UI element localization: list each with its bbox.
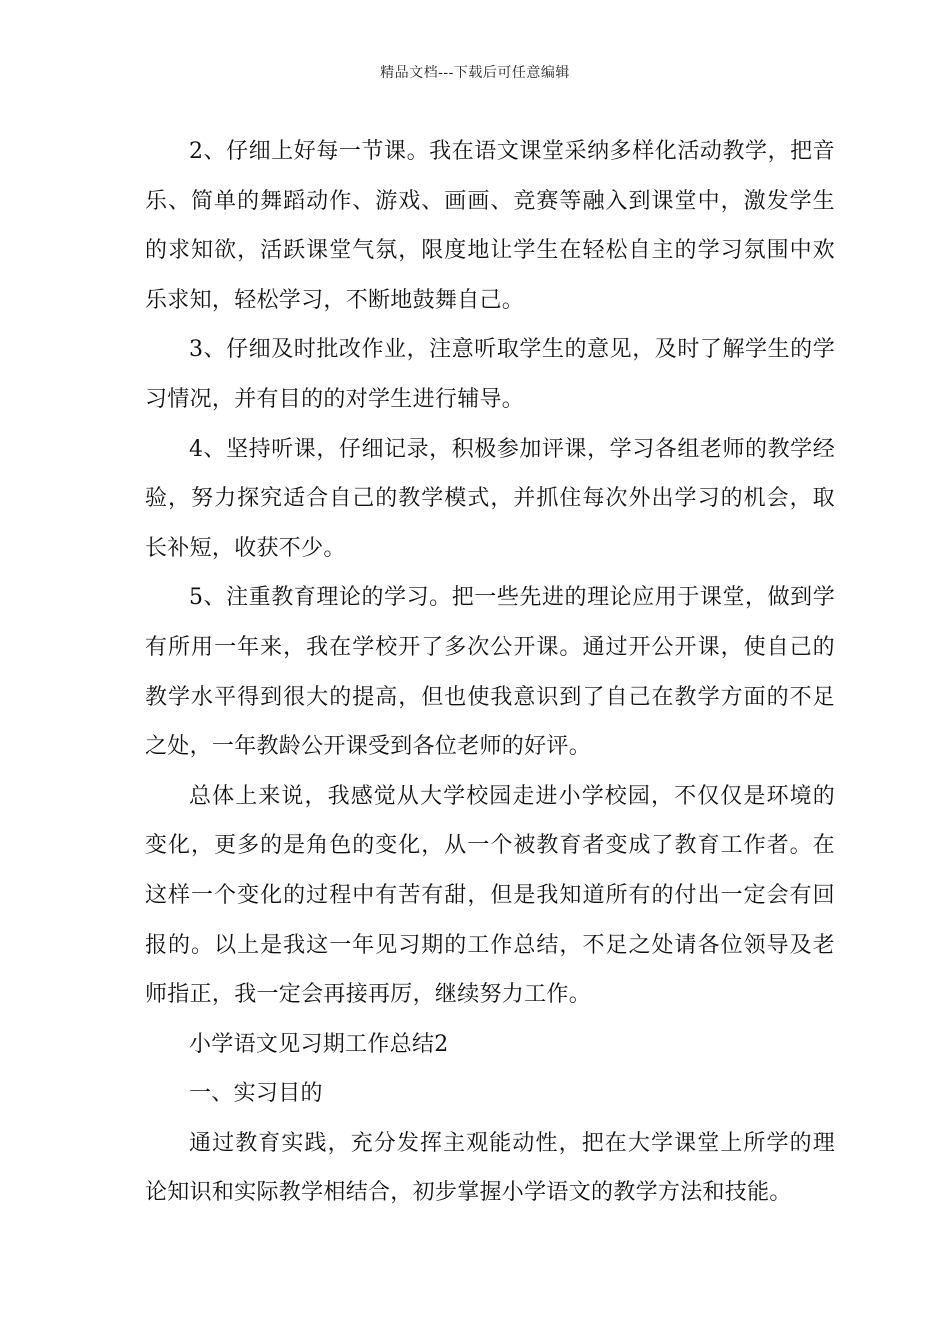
paragraph-item-4: 4、坚持听课，仔细记录，积极参加评课，学习各组老师的教学经验，努力探究适合自己的教学模式，并抓住每次外出学习的机会，取长补短，收获不少。 (145, 436, 835, 561)
section-heading: 一、实习目的 (189, 1081, 323, 1107)
paragraph-purpose: 通过教育实践，充分发挥主观能动性，把在大学课堂上所学的理论知识和实际教学相结合，初步掌握小学语文的教学方法和技能。 (145, 1130, 835, 1206)
paragraph-item-5: 5、注重教育理论的学习。把一些先进的理论应用于课堂，做到学有所用一年来，我在学校开了多次公开课。通过开公开课，使自己的教学水平得到很大的提高，但也使我意识到了自己在教学方面的不足之处，一年教龄公开课受到各位老师的好评。 (145, 585, 835, 760)
section-title: 小学语文见习期工作总结2 (189, 1031, 449, 1057)
paragraph-item-3: 3、仔细及时批改作业，注意听取学生的意见，及时了解学生的学习情况，并有目的的对学生进行辅导。 (145, 337, 835, 412)
paragraph-summary: 总体上来说，我感觉从大学校园走进小学校园，不仅仅是环境的变化，更多的是角色的变化，从一个被教育者变成了教育工作者。在这样一个变化的过程中有苦有甜，但是我知道所有的付出一定会有回报的。以上是我这一年见习期的工作总结，不足之处请各位领导及老师指正，我一定会再接再厉，继续努力工作。 (145, 783, 835, 1008)
page-header: 精品文档---下载后可任意编辑 (380, 65, 570, 81)
document-body (145, 127, 835, 1218)
paragraph-item-2: 2、仔细上好每一节课。我在语文课堂采纳多样化活动教学，把音乐、简单的舞蹈动作、游戏、画画、竞赛等融入到课堂中，激发学生的求知欲，活跃课堂气氛，限度地让学生在轻松自主的学习氛围中欢乐求知，轻松学习，不断地鼓舞自己。 (145, 139, 835, 313)
